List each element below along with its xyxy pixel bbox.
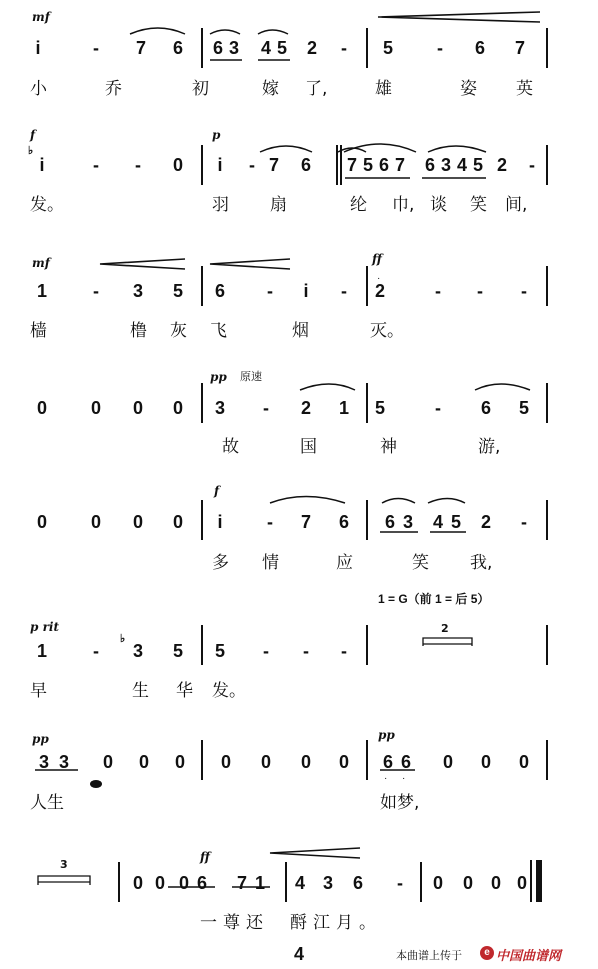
note: 7 xyxy=(394,155,405,175)
note: 7 xyxy=(268,155,279,175)
tuplet-number: 3 xyxy=(60,858,68,871)
note: 6 xyxy=(196,873,207,893)
note: 6 xyxy=(378,155,389,175)
note: 7 xyxy=(300,512,311,532)
note: i xyxy=(217,155,223,175)
note: - xyxy=(529,155,535,175)
note: 7 xyxy=(236,873,247,893)
note: 1 xyxy=(254,873,265,893)
lyric: 纶 xyxy=(350,195,367,215)
note: 0 xyxy=(432,873,443,893)
note: 2 xyxy=(300,398,311,418)
barline xyxy=(546,28,548,68)
lyric: 间, xyxy=(505,195,528,215)
barline xyxy=(546,625,548,665)
note: - xyxy=(435,398,441,418)
lyric: 酹江月。 xyxy=(290,913,382,933)
dynamic-p-rit: p rit xyxy=(30,620,59,634)
barline xyxy=(118,862,120,902)
note: 3 xyxy=(440,155,451,175)
note: 5 xyxy=(214,641,225,661)
note: 6 xyxy=(424,155,435,175)
lyric: 笑 xyxy=(412,553,429,573)
note: 5 xyxy=(276,38,287,58)
note: - xyxy=(93,281,99,301)
barline xyxy=(366,500,368,540)
lyric: 游, xyxy=(478,437,501,457)
note: - xyxy=(249,155,255,175)
barline xyxy=(420,862,422,902)
note: - xyxy=(341,641,347,661)
barline xyxy=(366,28,368,68)
note: 7 xyxy=(135,38,146,58)
note: - xyxy=(521,512,527,532)
note: 4 xyxy=(432,512,443,532)
lyric: 笑 xyxy=(470,195,487,215)
note: 0 xyxy=(102,752,113,772)
note: 0 xyxy=(178,873,189,893)
note: 0 xyxy=(36,398,47,418)
note: - xyxy=(341,281,347,301)
lyric: 故 xyxy=(222,437,239,457)
note: 0 xyxy=(518,752,529,772)
lyric: 了, xyxy=(305,79,328,99)
barline xyxy=(201,28,203,68)
note: 3 xyxy=(228,38,239,58)
dynamic-pp: pp xyxy=(210,370,227,384)
barline xyxy=(366,740,368,780)
note: 0 xyxy=(132,873,143,893)
note: 5 xyxy=(172,281,183,301)
dynamic-ff: ff xyxy=(372,252,382,266)
note: 2 xyxy=(480,512,491,532)
note: - xyxy=(263,398,269,418)
lyric: 发。 xyxy=(212,681,246,701)
note: 4 xyxy=(260,38,271,58)
dynamic-pp: pp xyxy=(378,728,395,742)
note: 0 xyxy=(90,512,101,532)
note: - xyxy=(435,281,441,301)
note: 0 xyxy=(174,752,185,772)
note: 5 xyxy=(374,398,385,418)
note: 6 xyxy=(352,873,363,893)
barline xyxy=(201,740,203,780)
note: 0 xyxy=(516,873,527,893)
lyric: 乔 xyxy=(105,79,122,99)
note: i xyxy=(39,155,45,175)
tuplet-number: 2 xyxy=(441,622,449,635)
lyric: 早 xyxy=(30,681,47,701)
note: - xyxy=(397,873,403,893)
note: - xyxy=(521,281,527,301)
note: - xyxy=(93,38,99,58)
note: - xyxy=(303,641,309,661)
dynamic-mf: mf xyxy=(32,10,50,24)
note: 7 xyxy=(514,38,525,58)
note: 0 xyxy=(172,155,183,175)
barline xyxy=(546,500,548,540)
note: - xyxy=(93,641,99,661)
lyric: 如梦, xyxy=(380,793,420,813)
dynamic-f: f xyxy=(30,128,36,142)
note: 6 xyxy=(214,281,225,301)
note: 0 xyxy=(36,512,47,532)
tempo-mark: 原速 xyxy=(240,370,262,383)
ink-blot xyxy=(90,780,102,788)
lyric: 灭。 xyxy=(370,321,404,341)
note: 3 xyxy=(38,752,49,772)
note: 0 xyxy=(172,398,183,418)
note: 3 xyxy=(132,641,143,661)
note: - xyxy=(135,155,141,175)
dynamic-ff: ff xyxy=(200,850,210,864)
barline xyxy=(285,862,287,902)
flat-sign: ♭ xyxy=(28,145,34,157)
note: 2 xyxy=(306,38,317,58)
note: 0 xyxy=(490,873,501,893)
barline xyxy=(340,145,342,185)
lyric: 雄 xyxy=(375,79,392,99)
lyric: 情 xyxy=(262,553,279,573)
barline xyxy=(366,625,368,665)
note: 0 xyxy=(220,752,231,772)
note: 5 xyxy=(450,512,461,532)
lyric: 一尊还 xyxy=(200,913,269,933)
lyric: 飞 xyxy=(210,321,227,341)
note: 0 xyxy=(260,752,271,772)
lyric: 应 xyxy=(336,553,353,573)
note: 3 xyxy=(214,398,225,418)
note: 2 xyxy=(496,155,507,175)
lyric: 烟 xyxy=(292,321,309,341)
note: i xyxy=(217,512,223,532)
note: 6 xyxy=(480,398,491,418)
lyric: 人生 xyxy=(30,793,64,813)
lyric: 生 xyxy=(132,681,149,701)
note: 0 xyxy=(172,512,183,532)
lyric: 发。 xyxy=(30,195,64,215)
note: 0 xyxy=(300,752,311,772)
final-barline xyxy=(536,860,542,902)
note: 4 xyxy=(456,155,467,175)
barline xyxy=(546,740,548,780)
note: - xyxy=(267,512,273,532)
note: i xyxy=(35,38,41,58)
hairpin xyxy=(100,12,540,858)
site-logo-text: 中国曲谱网 xyxy=(496,949,562,964)
note: 0 xyxy=(480,752,491,772)
note: 5 xyxy=(472,155,483,175)
note: 6 xyxy=(338,512,349,532)
lyric: 扇 xyxy=(270,195,287,215)
note: 0 xyxy=(442,752,453,772)
note: 7 xyxy=(346,155,357,175)
note: - xyxy=(341,38,347,58)
note: 1 xyxy=(338,398,349,418)
note: - xyxy=(93,155,99,175)
lyric: 巾, xyxy=(392,195,415,215)
note: 0 xyxy=(132,398,143,418)
note: 2 xyxy=(374,281,385,301)
lyric: 樯 xyxy=(30,321,47,341)
note: - xyxy=(437,38,443,58)
key-change: 1 = G（前 1 = 后 5） xyxy=(378,592,490,606)
note: 1 xyxy=(36,641,47,661)
dynamic-mf: mf xyxy=(32,256,50,270)
note: 3 xyxy=(402,512,413,532)
barline xyxy=(201,625,203,665)
lyric: 华 xyxy=(176,681,193,701)
note: 5 xyxy=(518,398,529,418)
lyric: 橹 xyxy=(130,321,147,341)
note: 3 xyxy=(132,281,143,301)
barline xyxy=(546,145,548,185)
note: 0 xyxy=(338,752,349,772)
note: 5 xyxy=(382,38,393,58)
slurs xyxy=(130,28,530,503)
note: 1 xyxy=(36,281,47,301)
barline xyxy=(366,266,368,306)
barline xyxy=(546,383,548,423)
dynamic-p: p xyxy=(212,128,221,142)
lyric: 嫁 xyxy=(262,79,279,99)
note: 6 xyxy=(212,38,223,58)
note: 4 xyxy=(294,873,305,893)
note: 6 xyxy=(172,38,183,58)
note: 5 xyxy=(362,155,373,175)
note: 6 xyxy=(300,155,311,175)
lyric: 英 xyxy=(516,79,533,99)
note: 0 xyxy=(132,512,143,532)
note: 6 xyxy=(384,512,395,532)
note: 6 xyxy=(474,38,485,58)
flat-sign: ♭ xyxy=(120,633,126,645)
upload-caption: 本曲谱上传于 xyxy=(396,949,462,962)
note: 3 xyxy=(322,873,333,893)
barline xyxy=(201,266,203,306)
note: 5 xyxy=(172,641,183,661)
note: - xyxy=(477,281,483,301)
dynamic-f: f xyxy=(214,484,220,498)
lyric: 神 xyxy=(380,437,397,457)
note: 0 xyxy=(462,873,473,893)
note: 0 xyxy=(154,873,165,893)
note: - xyxy=(267,281,273,301)
note: 6 xyxy=(382,752,393,772)
lyric: 灰 xyxy=(170,321,187,341)
barline xyxy=(201,383,203,423)
note: 0 xyxy=(138,752,149,772)
note: 0 xyxy=(90,398,101,418)
barline xyxy=(201,145,203,185)
lyric: 谈 xyxy=(430,195,447,215)
lyric: 姿 xyxy=(460,79,477,99)
note: 3 xyxy=(58,752,69,772)
lyric: 羽 xyxy=(212,195,229,215)
lyric: 我, xyxy=(470,553,493,573)
note: 6 xyxy=(400,752,411,772)
barline xyxy=(201,500,203,540)
lyric: 国 xyxy=(300,437,317,457)
note: - xyxy=(263,641,269,661)
barline xyxy=(366,383,368,423)
lyric: 小 xyxy=(30,79,47,99)
barline xyxy=(546,266,548,306)
note: i xyxy=(303,281,309,301)
lyric: 初 xyxy=(192,79,209,99)
barline xyxy=(336,145,338,185)
page-number: 4 xyxy=(294,944,305,964)
dynamic-pp: pp xyxy=(32,732,49,746)
site-logo-icon: e xyxy=(480,946,494,960)
lyric: 多 xyxy=(212,553,229,573)
